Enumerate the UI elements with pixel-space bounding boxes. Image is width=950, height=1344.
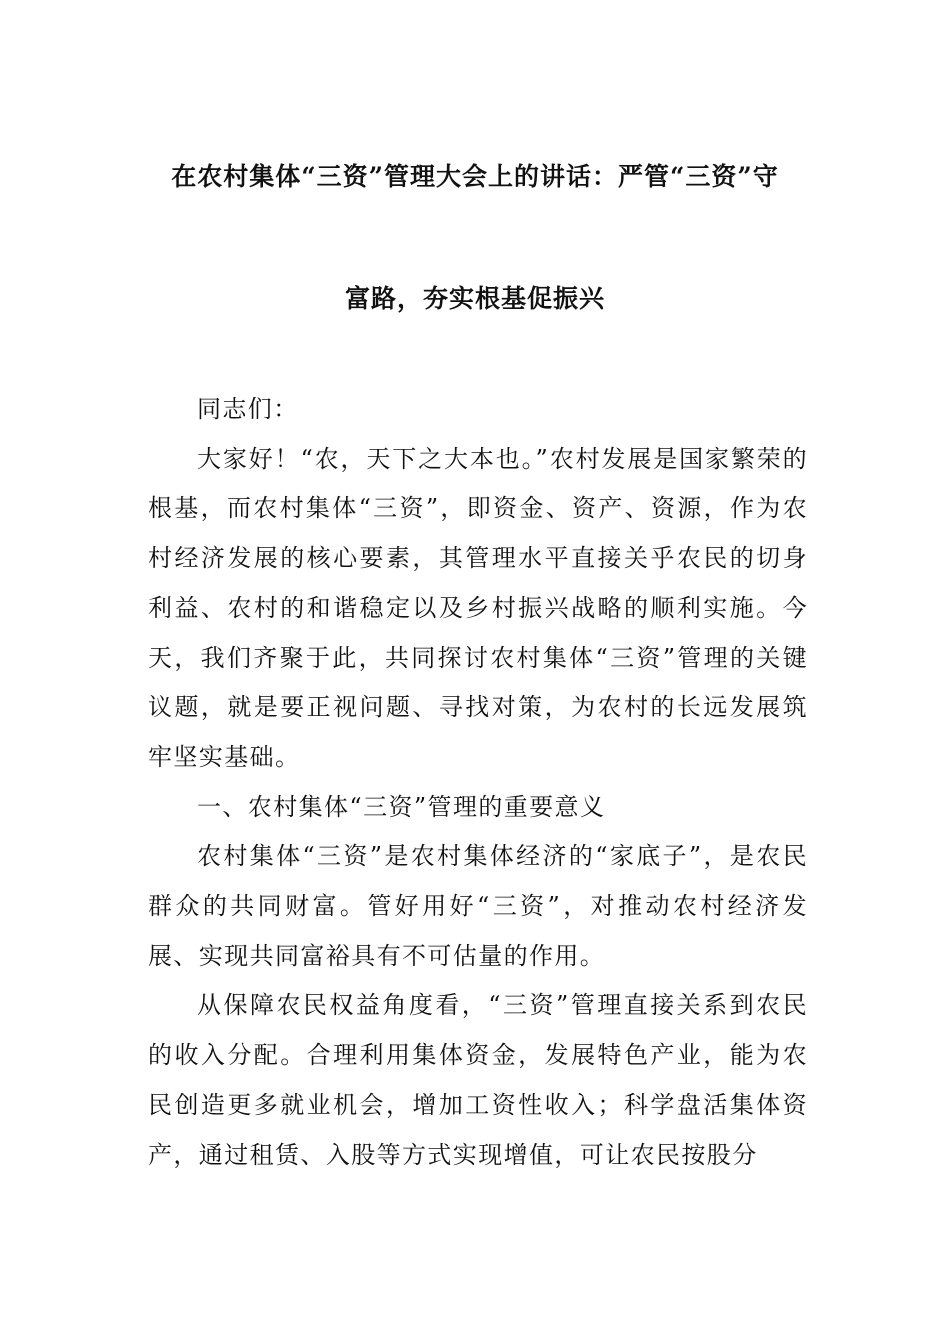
section-heading-1: 一、农村集体“三资”管理的重要意义 xyxy=(197,792,606,821)
opening-paragraph: 大家好！“农，天下之大本也。”农村发展是国家繁荣的根基，而农村集体“三资”，即资金、资产、资源，作为农村经济发展的核心要素，其管理水平直接关乎农民的切身利益、农村的和谐稳定以及乡村振兴战略的顺利实施。今天，我们齐聚于此，共同探讨农村集体“三资”管理的关键议题，就是要正视问题、寻找对策，为农村的长远发展筑牢坚实基础。 xyxy=(148,444,808,771)
document-title-line-2: 富路，夯实根基促振兴 xyxy=(344,284,605,313)
body-paragraph: 从保障农民权益角度看，“三资”管理直接关系到农民的收入分配。合理利用集体资金，发展特色产业，能为农民创造更多就业机会，增加工资性收入；科学盘活集体资产，通过租赁、入股等方式实现增值，可让农民按股分 xyxy=(148,991,808,1169)
body-paragraph: 农村集体“三资”是农村集体经济的“家底子”，是农民群众的共同财富。管好用好“三资”，对推动农村经济发展、实现共同富裕具有不可估量的作用。 xyxy=(148,842,808,970)
salutation-paragraph: 同志们： xyxy=(197,395,299,423)
document-body xyxy=(148,385,808,1180)
document-title-line-1: 在农村集体“三资”管理大会上的讲话：严管“三资”守 xyxy=(171,162,779,191)
